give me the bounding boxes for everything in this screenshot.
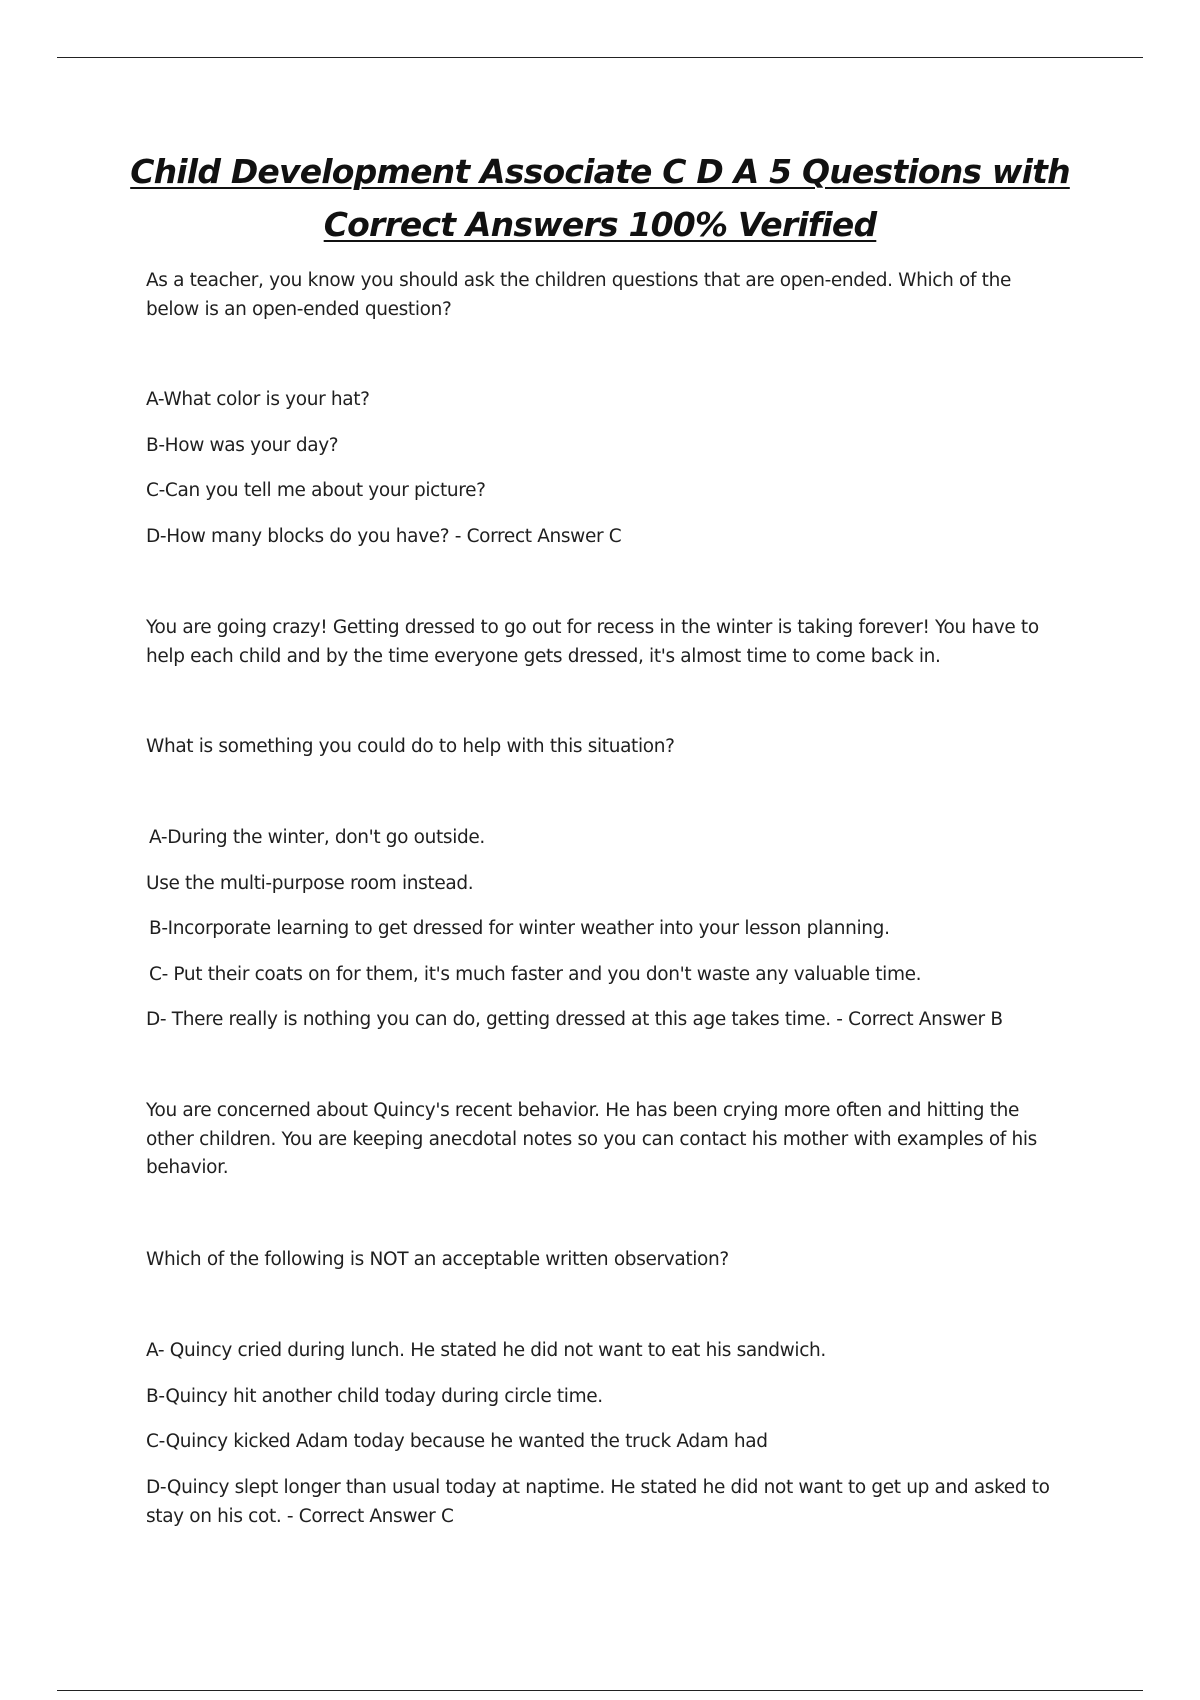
question-3-option-d: D-Quincy slept longer than usual today at naptime. He stated he did not want to get up and asked to stay on his cot. - Correct Answer C [146,1477,1050,1527]
question-3-option-c: C-Quincy kicked Adam today because he wanted the truck Adam had [146,1431,768,1452]
question-2-option-c: C- Put their coats on for them, it's much faster and you don't waste any valuable time. [149,964,922,985]
title-line-1: Child Development Associate C D A 5 Questions with [130,152,1070,191]
title-line-2: Correct Answers 100% Verified [323,205,877,244]
footer-rule [57,1690,1143,1691]
question-2-scenario: You are going crazy! Getting dressed to go out for recess in the winter is taking forever! You have to help each child and by the time everyone gets dressed, it's almost time to come back in. [146,617,1039,667]
question-2-text: What is something you could do to help with this situation? [146,736,675,757]
question-2-option-d: D- There really is nothing you can do, getting dressed at this age takes time. - Correct Answer B [146,1009,1003,1030]
question-1-option-b: B-How was your day? [146,435,339,456]
question-2-option-a: A-During the winter, don't go outside. [149,827,485,848]
question-1-option-d: D-How many blocks do you have? - Correct Answer C [146,526,622,547]
question-2-option-b: B-Incorporate learning to get dressed for winter weather into your lesson planning. [149,918,890,939]
question-1-text: As a teacher, you know you should ask the children questions that are open-ended. Which of the below is an open-ended question? [146,270,1011,320]
header-rule [57,57,1143,58]
question-2-option-a-continued: Use the multi-purpose room instead. [146,873,474,894]
document-title [100,145,1100,251]
question-3-option-b: B-Quincy hit another child today during circle time. [146,1386,603,1407]
question-1-option-a: A-What color is your hat? [146,389,370,410]
question-3-scenario: You are concerned about Quincy's recent behavior. He has been crying more often and hitting the other children. You are keeping anecdotal notes so you can contact his mother with examples of his behavior. [146,1100,1037,1178]
question-3-option-a: A- Quincy cried during lunch. He stated he did not want to eat his sandwich. [146,1340,826,1361]
question-3-text: Which of the following is NOT an acceptable written observation? [146,1249,729,1270]
question-1-option-c: C-Can you tell me about your picture? [146,480,486,501]
